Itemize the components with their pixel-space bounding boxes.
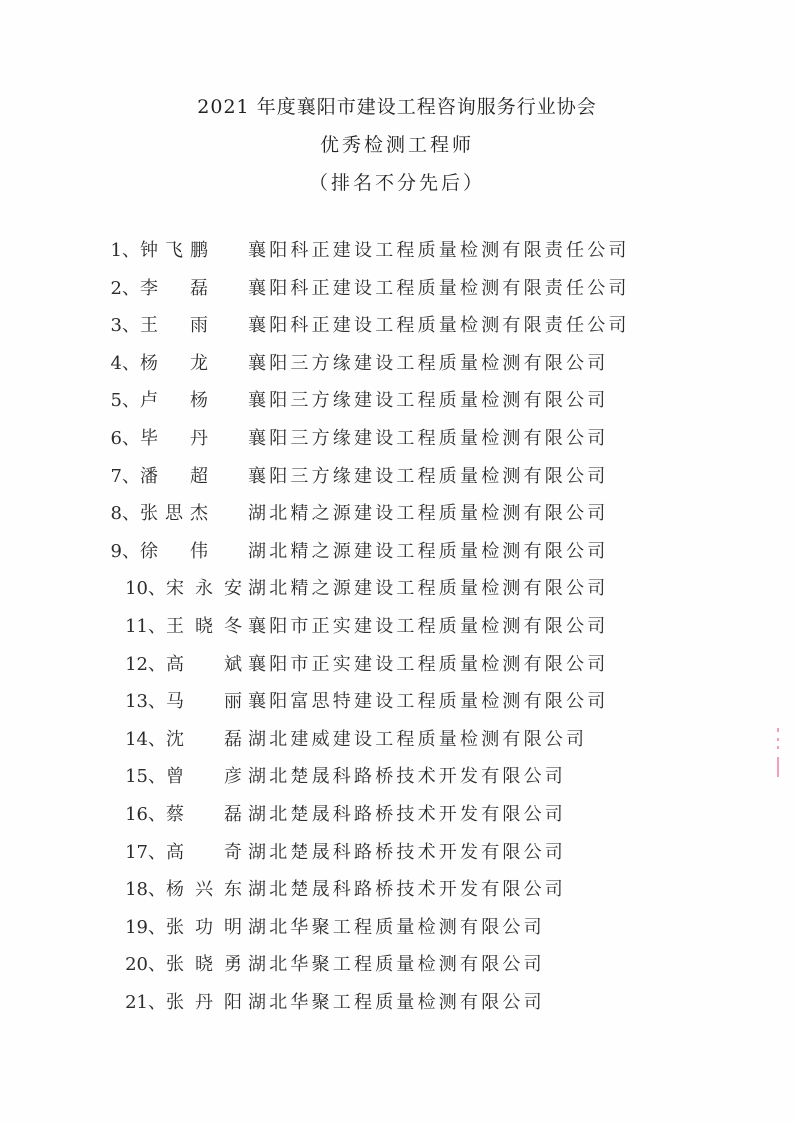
engineer-name bbox=[140, 349, 208, 375]
name-char: 丹 bbox=[195, 992, 213, 1013]
engineer-name bbox=[140, 499, 208, 525]
list-item bbox=[0, 762, 794, 792]
company-name: 湖北楚晟科路桥技术开发有限公司 bbox=[248, 766, 566, 788]
list-item bbox=[0, 800, 794, 830]
entry-number: 2、 bbox=[110, 277, 140, 299]
list-item bbox=[0, 424, 794, 454]
list-item bbox=[0, 913, 794, 943]
engineer-name bbox=[166, 725, 242, 751]
entry-number: 9、 bbox=[110, 540, 140, 562]
company-name: 湖北华聚工程质量检测有限公司 bbox=[248, 916, 545, 938]
name-char: 高 bbox=[166, 653, 184, 675]
company-name: 襄阳科正建设工程质量检测有限责任公司 bbox=[248, 277, 630, 299]
engineer-name bbox=[166, 612, 242, 638]
name-char: 李 bbox=[140, 277, 158, 299]
list-item bbox=[0, 574, 794, 604]
list-item bbox=[0, 650, 794, 680]
company-name: 襄阳三方缘建设工程质量检测有限公司 bbox=[248, 352, 609, 374]
name-char: 磊 bbox=[224, 728, 242, 750]
engineer-name bbox=[166, 800, 242, 826]
entry-number: 17、 bbox=[125, 841, 166, 863]
company-name: 襄阳科正建设工程质量检测有限责任公司 bbox=[248, 315, 630, 337]
list-item bbox=[0, 687, 794, 717]
engineer-name bbox=[166, 913, 242, 939]
name-char: 彦 bbox=[224, 766, 242, 788]
name-char: 宋 bbox=[166, 578, 184, 600]
name-char: 张 bbox=[166, 954, 184, 976]
list-item bbox=[0, 462, 794, 492]
list-item bbox=[0, 274, 794, 304]
company-name: 湖北华聚工程质量检测有限公司 bbox=[248, 992, 545, 1013]
seal-edge-mark bbox=[777, 757, 779, 777]
company-name: 湖北楚晟科路桥技术开发有限公司 bbox=[248, 804, 566, 825]
engineer-name bbox=[140, 537, 208, 563]
company-name: 襄阳市正实建设工程质量检测有限公司 bbox=[248, 653, 609, 675]
list-item bbox=[0, 537, 794, 567]
list-item bbox=[0, 499, 794, 529]
name-char: 安 bbox=[224, 578, 242, 600]
name-char: 曾 bbox=[166, 766, 184, 788]
seal-edge-mark bbox=[777, 738, 779, 741]
engineer-name bbox=[166, 650, 242, 676]
name-char: 王 bbox=[140, 315, 158, 337]
name-char: 明 bbox=[224, 916, 242, 938]
engineer-name bbox=[140, 311, 208, 337]
name-char: 高 bbox=[166, 841, 184, 863]
name-char: 磊 bbox=[224, 804, 242, 825]
entry-number: 21、 bbox=[125, 992, 166, 1013]
entry-number: 15、 bbox=[125, 766, 166, 788]
list-item bbox=[0, 988, 794, 1018]
entry-number: 5、 bbox=[110, 390, 140, 412]
list-item bbox=[0, 838, 794, 868]
name-char: 毕 bbox=[140, 428, 158, 449]
company-name: 襄阳三方缘建设工程质量检测有限公司 bbox=[248, 465, 609, 487]
name-char: 鹏 bbox=[190, 240, 208, 261]
entry-number: 20、 bbox=[125, 954, 166, 976]
name-char: 徐 bbox=[140, 540, 158, 562]
name-char: 潘 bbox=[140, 465, 158, 487]
list-item bbox=[0, 725, 794, 755]
engineer-name bbox=[166, 875, 242, 901]
ranking-note: （排名不分先后） bbox=[308, 172, 485, 194]
engineer-name bbox=[166, 687, 242, 713]
engineer-name bbox=[166, 762, 242, 788]
name-char: 钟 bbox=[140, 240, 158, 261]
entry-number: 19、 bbox=[125, 916, 166, 938]
name-char: 勇 bbox=[224, 954, 242, 976]
seal-edge-mark bbox=[777, 728, 779, 732]
name-char: 蔡 bbox=[166, 804, 184, 825]
company-name: 湖北精之源建设工程质量检测有限公司 bbox=[248, 540, 609, 562]
name-char: 龙 bbox=[190, 352, 208, 374]
company-name: 湖北楚晟科路桥技术开发有限公司 bbox=[248, 879, 566, 901]
engineer-name bbox=[166, 838, 242, 864]
name-char: 杰 bbox=[190, 503, 208, 525]
name-char: 晓 bbox=[195, 616, 213, 637]
company-name: 襄阳市正实建设工程质量检测有限公司 bbox=[248, 616, 609, 637]
company-name: 湖北精之源建设工程质量检测有限公司 bbox=[248, 578, 609, 600]
name-char: 杨 bbox=[190, 390, 208, 412]
name-char: 卢 bbox=[140, 390, 158, 412]
engineer-name bbox=[140, 386, 208, 412]
company-name: 湖北华聚工程质量检测有限公司 bbox=[248, 954, 545, 976]
name-char: 丽 bbox=[224, 691, 242, 713]
name-char: 飞 bbox=[165, 240, 183, 261]
entry-number: 12、 bbox=[125, 653, 166, 675]
name-char: 马 bbox=[166, 691, 184, 713]
engineer-name bbox=[166, 988, 242, 1014]
name-char: 功 bbox=[195, 916, 213, 938]
entry-number: 1、 bbox=[110, 240, 140, 261]
name-char: 杨 bbox=[166, 879, 184, 901]
document-title: 2021 年度襄阳市建设工程咨询服务行业协会 bbox=[197, 96, 597, 118]
entry-number: 13、 bbox=[125, 691, 166, 713]
list-item bbox=[0, 236, 794, 266]
company-name: 湖北楚晟科路桥技术开发有限公司 bbox=[248, 841, 566, 863]
document-subtitle: 优秀检测工程师 bbox=[319, 134, 474, 156]
company-name: 湖北精之源建设工程质量检测有限公司 bbox=[248, 503, 609, 525]
engineer-name bbox=[140, 236, 208, 262]
name-char: 张 bbox=[166, 916, 184, 938]
entry-number: 18、 bbox=[125, 879, 166, 901]
entry-number: 6、 bbox=[110, 428, 140, 449]
name-char: 阳 bbox=[224, 992, 242, 1013]
name-char: 磊 bbox=[190, 277, 208, 299]
name-char: 兴 bbox=[195, 879, 213, 901]
name-char: 伟 bbox=[190, 540, 208, 562]
name-char: 超 bbox=[190, 465, 208, 487]
name-char: 雨 bbox=[190, 315, 208, 337]
name-char: 斌 bbox=[224, 653, 242, 675]
entry-number: 3、 bbox=[110, 315, 140, 337]
engineer-name bbox=[140, 274, 208, 300]
entry-number: 10、 bbox=[125, 578, 166, 600]
name-char: 张 bbox=[166, 992, 184, 1013]
engineer-name bbox=[140, 424, 208, 450]
entry-number: 11、 bbox=[125, 616, 166, 637]
seal-edge-mark bbox=[777, 746, 779, 749]
engineer-name bbox=[166, 574, 242, 600]
company-name: 襄阳科正建设工程质量检测有限责任公司 bbox=[248, 240, 630, 261]
name-char: 奇 bbox=[224, 841, 242, 863]
name-char: 晓 bbox=[195, 954, 213, 976]
list-item bbox=[0, 311, 794, 341]
company-name: 襄阳三方缘建设工程质量检测有限公司 bbox=[248, 428, 609, 449]
list-item bbox=[0, 950, 794, 980]
name-char: 杨 bbox=[140, 352, 158, 374]
entry-number: 16、 bbox=[125, 804, 166, 825]
name-char: 思 bbox=[165, 503, 183, 525]
name-char: 东 bbox=[224, 879, 242, 901]
name-char: 王 bbox=[166, 616, 184, 637]
company-name: 湖北建威建设工程质量检测有限公司 bbox=[248, 728, 588, 750]
name-char: 丹 bbox=[190, 428, 208, 449]
engineer-name bbox=[166, 950, 242, 976]
name-char: 永 bbox=[195, 578, 213, 600]
company-name: 襄阳三方缘建设工程质量检测有限公司 bbox=[248, 390, 609, 412]
name-char: 冬 bbox=[224, 616, 242, 637]
list-item bbox=[0, 386, 794, 416]
name-char: 张 bbox=[140, 503, 158, 525]
engineer-name bbox=[140, 462, 208, 488]
entry-number: 14、 bbox=[125, 728, 166, 750]
list-item bbox=[0, 875, 794, 905]
entry-number: 7、 bbox=[110, 465, 140, 487]
list-item bbox=[0, 612, 794, 642]
name-char: 沈 bbox=[166, 728, 184, 750]
entry-number: 4、 bbox=[110, 352, 140, 374]
entry-number: 8、 bbox=[110, 503, 140, 525]
company-name: 襄阳富思特建设工程质量检测有限公司 bbox=[248, 691, 609, 713]
list-item bbox=[0, 349, 794, 379]
